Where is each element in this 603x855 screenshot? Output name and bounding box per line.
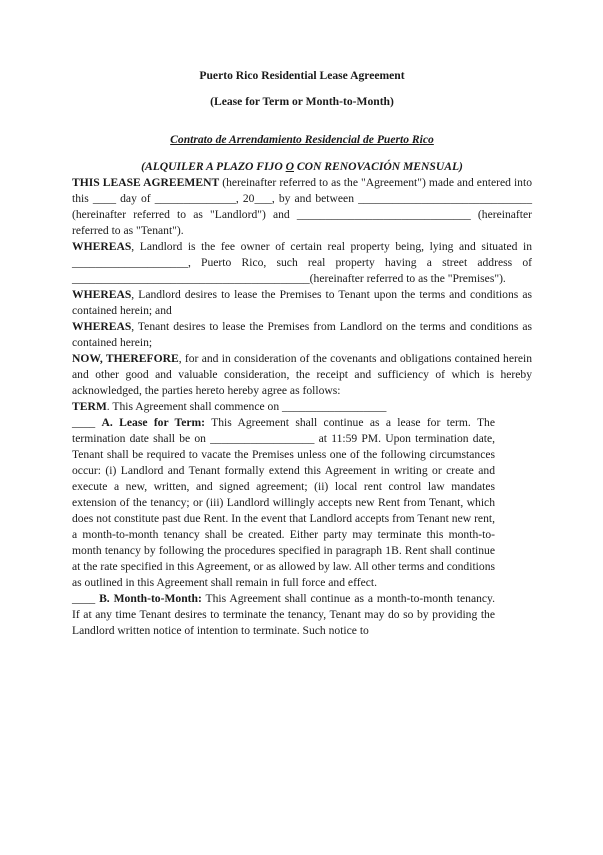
subtitle-spanish-part2: CON RENOVACIÓN MENSUAL) (294, 160, 463, 173)
term-lead: TERM (72, 400, 107, 413)
whereas-1-text: , Landlord is the fee owner of certain real property being, lying and situated in ____________________, Puerto Rico, such real property having a street address of _________________________________________(hereinafter referred to as the "Premises"). (72, 240, 532, 285)
whereas-2-text: , Landlord desires to lease the Premises to Tenant upon the terms and conditions as contained herein; and (72, 288, 532, 317)
lease-for-term-lead: A. Lease for Term: (101, 416, 206, 429)
whereas-paragraph-3 (72, 319, 532, 351)
month-to-month-blank: ____ (72, 592, 100, 605)
subtitle-spanish-o: O (285, 160, 294, 173)
month-to-month-lead: B. Month-to-Month: (99, 592, 202, 605)
agreement-lead: THIS LEASE AGREEMENT (72, 176, 220, 189)
month-to-month-option (72, 591, 495, 639)
now-therefore-paragraph (72, 351, 532, 399)
document-subtitle: (Lease for Term or Month-to-Month) (210, 95, 394, 108)
lease-for-term-blank: ____ (72, 416, 102, 429)
lease-for-term-text: This Agreement shall continue as a lease for term. The termination date shall be on __________________ at 11:59 PM. Upon termination date, Tenant shall be required to vacate the Premises unless one of the following circumstances occur: (i) Landlord and Tenant formally extend this Agreement in writing or create and execute a new, written, and signed agreement; (ii) local rent control law mandates extension of the tenancy; or (iii) Landlord willingly accepts new Rent from Tenant, which does not constitute past due Rent. In the event that Landlord accepts from Tenant new rent, a month-to-month tenancy shall be created. Either party may terminate this month-to-month tenancy by following the procedures specified in paragraph 1B. Rent shall continue at the rate specified in this Agreement, or as allowed by law. All other terms and conditions as outlined in this Agreement shall remain in full force and effect. (72, 416, 495, 589)
whereas-paragraph-2 (72, 287, 532, 319)
document-subtitle-spanish (72, 159, 532, 175)
lease-for-term-option (72, 415, 495, 591)
whereas-3-lead: WHEREAS (72, 320, 132, 333)
subtitle-spanish-part1: (ALQUILER A PLAZO FIJO (141, 160, 286, 173)
month-to-month-text: This Agreement shall continue as a month-to-month tenancy. If at any time Tenant desires to terminate the tenancy, Tenant may do so by providing the Landlord written notice of intention to terminate. Such notice to (72, 592, 495, 637)
whereas-paragraph-1 (72, 239, 532, 287)
document-page (72, 68, 532, 639)
agreement-paragraph (72, 175, 532, 239)
document-title: Puerto Rico Residential Lease Agreement (199, 69, 405, 82)
agreement-text: (hereinafter referred to as the "Agreement") made and entered into this ____ day of ______________, 20___, by and between ______________________________ (hereinafter referred to as "Landlord") and ______________________________ (hereinafter referred to as "Tenant"). (72, 176, 532, 237)
now-therefore-text: , for and in consideration of the covenants and obligations contained herein and other good and valuable consideration, the receipt and sufficiency of which is hereby acknowledged, the parties hereto hereby agree as follows: (72, 352, 532, 397)
term-paragraph (72, 399, 532, 415)
whereas-1-lead: WHEREAS (72, 240, 132, 253)
now-therefore-lead: NOW, THEREFORE (72, 352, 179, 365)
document-title-spanish: Contrato de Arrendamiento Residencial de Puerto Rico (170, 133, 434, 146)
whereas-2-lead: WHEREAS (72, 288, 132, 301)
term-text: . This Agreement shall commence on __________________ (106, 400, 387, 413)
whereas-3-text: , Tenant desires to lease the Premises from Landlord on the terms and conditions as contained herein; (72, 320, 532, 349)
